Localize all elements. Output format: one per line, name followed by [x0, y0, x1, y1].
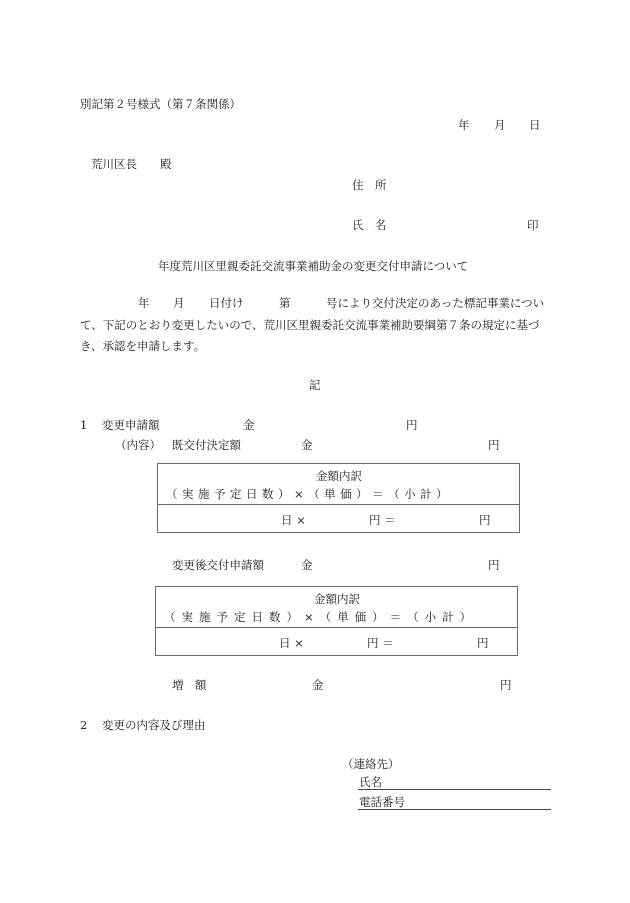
breakdown-table-after: [155, 586, 518, 656]
breakdown-unit: 円 ＝: [369, 513, 396, 527]
breakdown-unit: 円 ＝: [367, 636, 394, 650]
content-label: （内容）: [115, 438, 161, 452]
breakdown-formula: （実施予定日数）×（単価）＝（小計）: [164, 610, 478, 624]
breakdown-title: 金額内訳: [314, 592, 360, 606]
date-day: 日: [529, 118, 541, 132]
breakdown-subtotal: 円: [477, 636, 489, 650]
body-no: 第: [279, 296, 291, 310]
increase-yen: 円: [500, 678, 512, 692]
after-label: 変更後交付申請額: [172, 558, 264, 572]
form-label: 別記第２号様式（第７条関係）: [80, 97, 241, 111]
addressee-honorific: 殿: [160, 157, 172, 171]
contact-phone-line[interactable]: [358, 809, 551, 810]
body-year: 年: [138, 296, 150, 310]
breakdown-days: 日 ×: [281, 513, 306, 527]
section1-kin: 金: [243, 418, 255, 432]
breakdown-subtotal: 円: [479, 513, 491, 527]
section2-label: 変更の内容及び理由: [102, 718, 206, 732]
body-month: 月: [173, 296, 185, 310]
seal-mark: 印: [527, 218, 539, 232]
section1-number: 1: [80, 418, 88, 432]
body-line1-rest: 号により交付決定のあった標記事業につい: [326, 296, 545, 310]
breakdown-formula: （実施予定日数）×（単価）＝（小計）: [166, 487, 453, 501]
document-title: 年度荒川区里親委託交流事業補助金の変更交付申請について: [158, 259, 469, 273]
breakdown-table-existing: [157, 463, 520, 533]
after-yen: 円: [488, 558, 500, 572]
contact-name-label: 氏名: [359, 775, 382, 789]
existing-label: 既交付決定額: [172, 438, 241, 452]
section1-label: 変更申請額: [102, 418, 160, 432]
name-label: 氏 名: [352, 218, 387, 232]
ki-heading: 記: [309, 378, 321, 392]
after-kin: 金: [301, 558, 313, 572]
contact-name-line[interactable]: [358, 789, 551, 790]
section2-number: 2: [80, 718, 88, 732]
body-line2: て、下記のとおり変更したいので、荒川区里親委託交流事業補助要綱第７条の規定に基づ: [80, 318, 540, 332]
increase-kin: 金: [312, 678, 324, 692]
addressee-name: 荒川区長: [91, 157, 137, 171]
contact-label: （連絡先）: [342, 757, 400, 771]
date-year: 年: [458, 118, 470, 132]
body-day-dated: 日付け: [209, 296, 244, 310]
breakdown-title: 金額内訳: [316, 469, 362, 483]
body-line3: き、承認を申請します。: [80, 339, 206, 353]
section1-yen: 円: [406, 418, 418, 432]
increase-label: 増 額: [172, 678, 207, 692]
date-month: 月: [494, 118, 506, 132]
address-label: 住 所: [352, 178, 387, 192]
existing-kin: 金: [301, 438, 313, 452]
existing-yen: 円: [488, 438, 500, 452]
breakdown-days: 日 ×: [279, 636, 304, 650]
contact-phone-label: 電話番号: [359, 795, 405, 809]
